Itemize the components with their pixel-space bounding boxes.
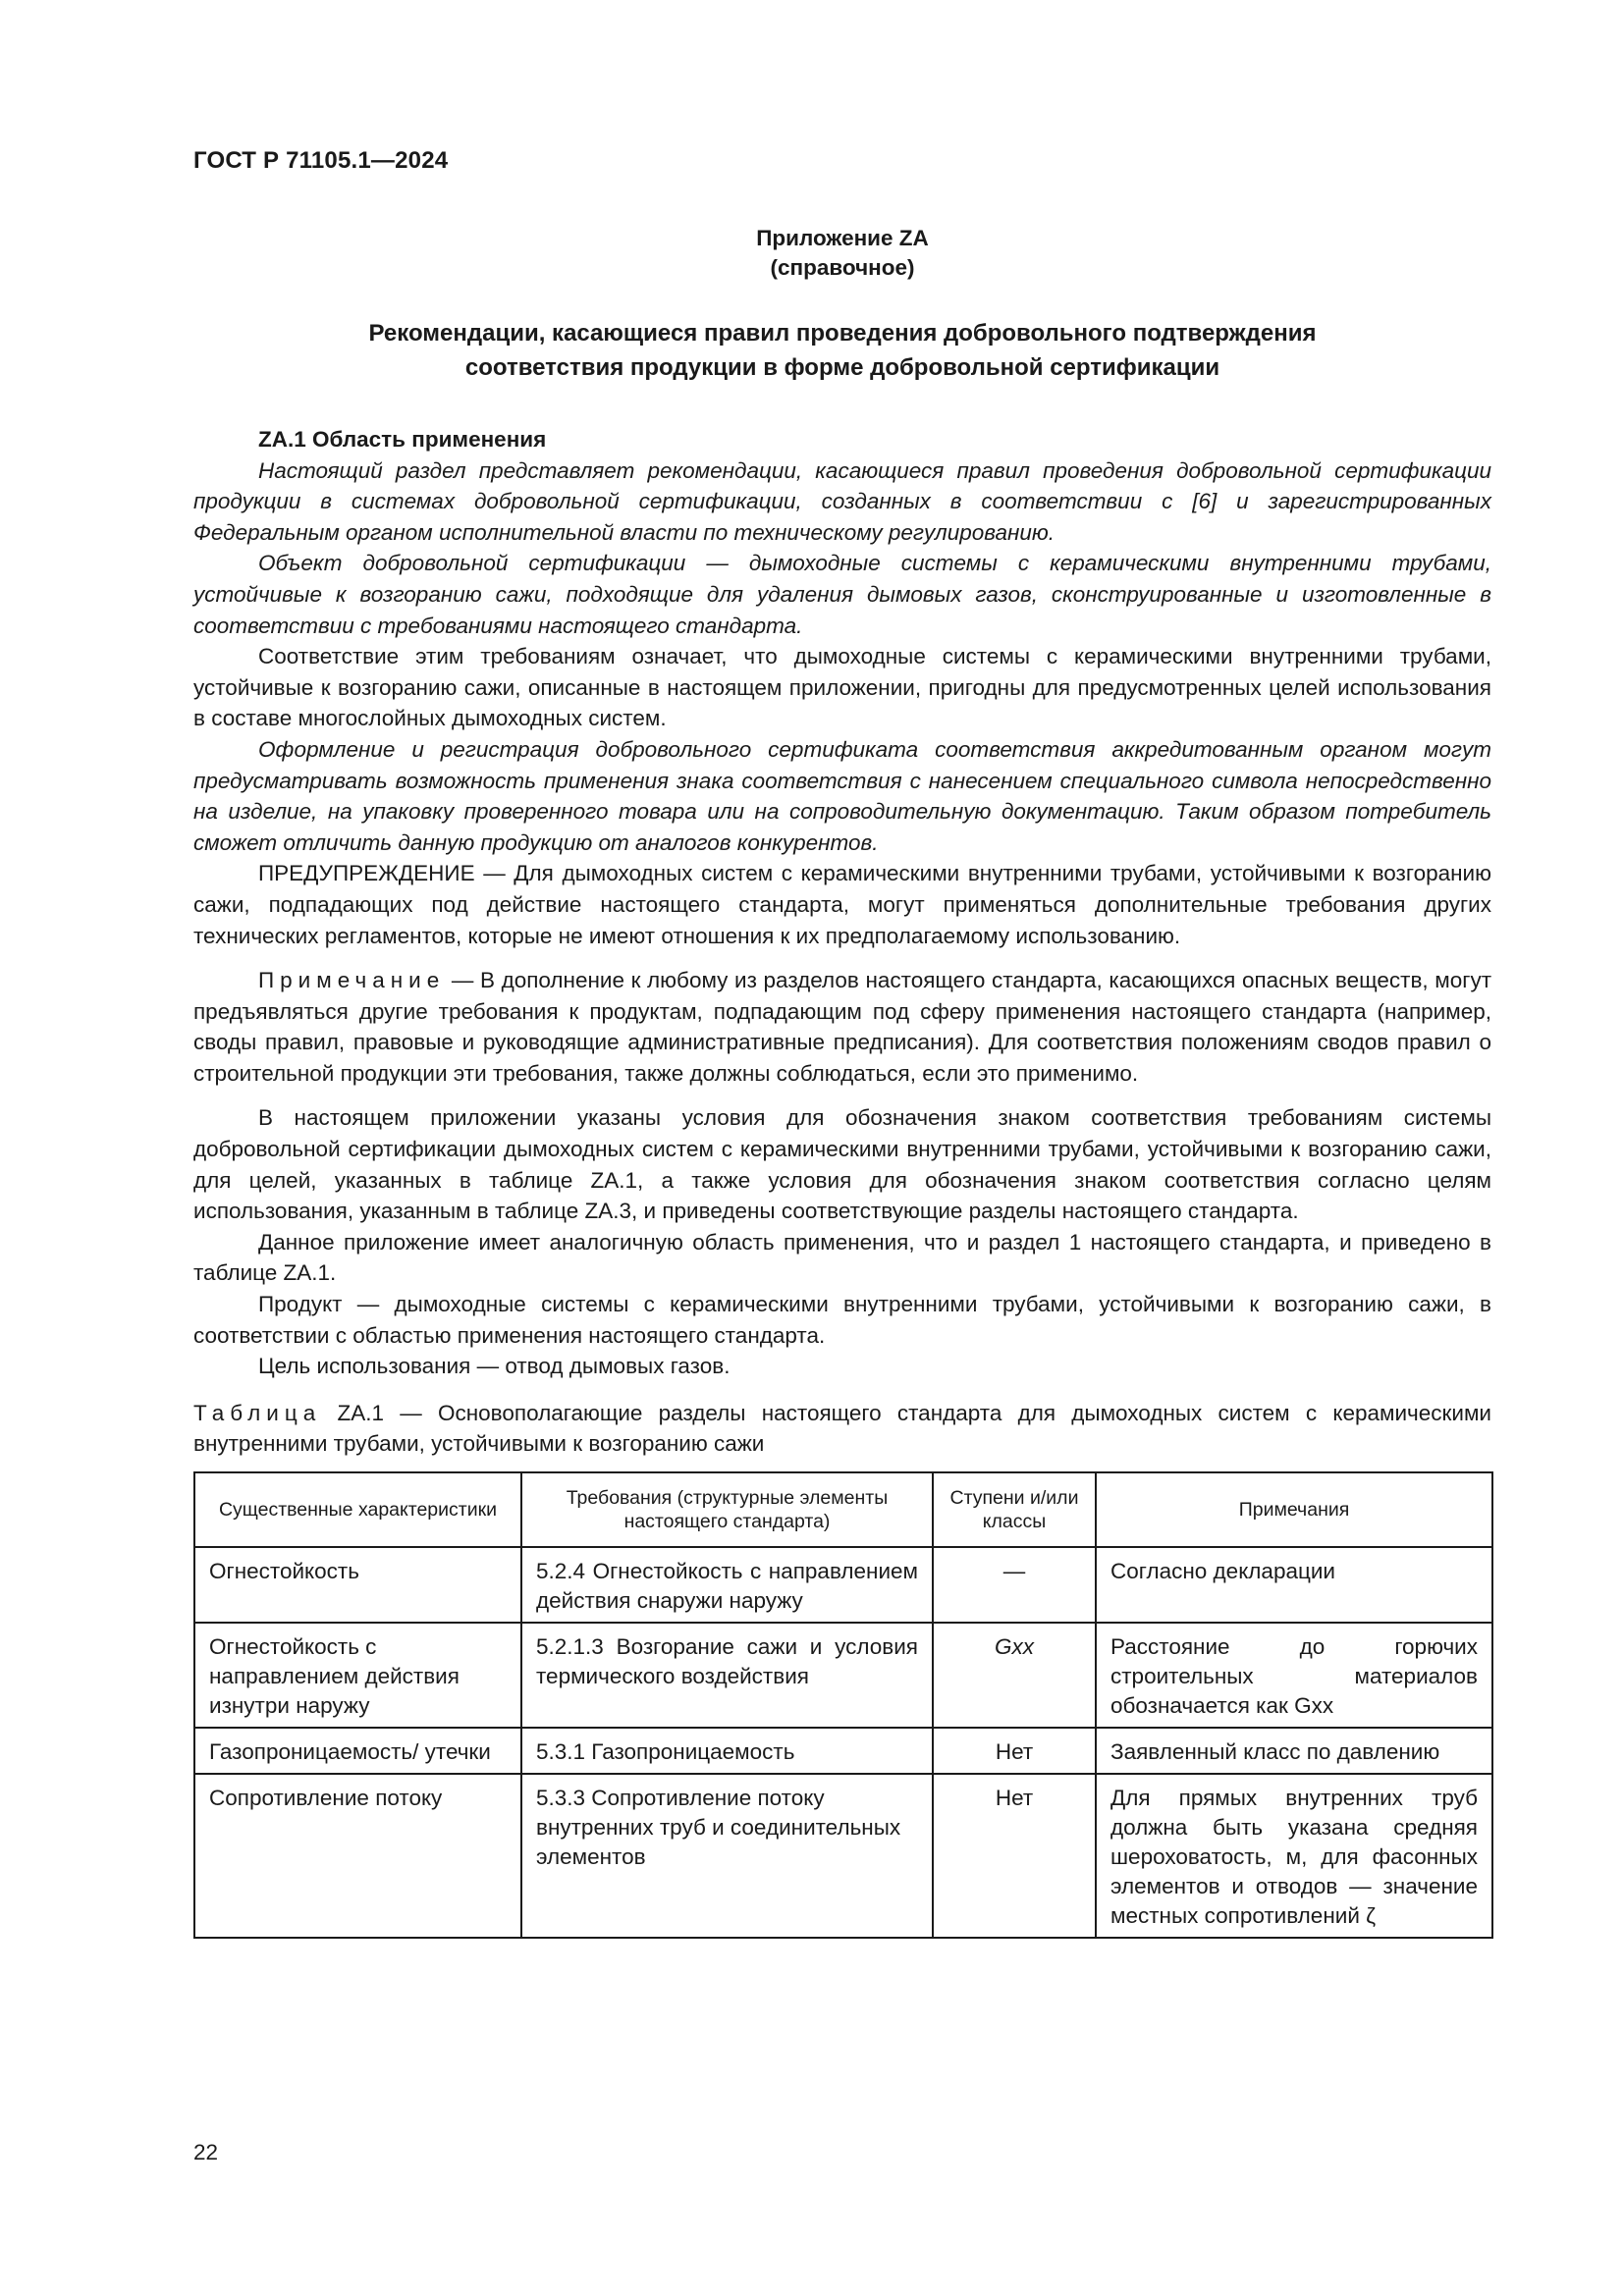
- note-text: — В дополнение к любому из разделов настоящего стандарта, касающихся опасных веществ, могут предъявляться другие требования к продуктам, подпадающим под сферу применения настоящего стандарта (например, своды правил, правовые и руководящие административные предписания). Для соответствия положениям сводов правил о строительной продукции эти требования, также должны соблюдаться, если это применимо.: [193, 968, 1491, 1086]
- table-row: [194, 1728, 1492, 1774]
- cell-characteristic: Огнестойкость: [194, 1547, 521, 1623]
- cell-characteristic: Газопроницаемость/ утечки: [194, 1728, 521, 1774]
- header-characteristics: Существенные характеристики: [194, 1472, 521, 1547]
- standard-number: ГОСТ Р 71105.1—2024: [193, 147, 449, 174]
- annex-header: [193, 224, 1491, 283]
- paragraph-conditions: В настоящем приложении указаны условия для обозначения знаком соответствия требованиям системы добровольной сертификации дымоходных систем с керамическими внутренними трубами, устойчивыми к возгоранию сажи, для целей, указанных в таблице ZA.1, а также условия для обозначения знаком соответствия согласно целям использования, указанным в таблице ZA.3, и приведены соответствующие разделы настоящего стандарта.: [193, 1105, 1491, 1224]
- cell-note: Расстояние до горючих строительных материалов обозначается как Gxx: [1096, 1623, 1492, 1728]
- table-za1: [193, 1471, 1493, 1939]
- note-label: Примечание: [258, 968, 446, 993]
- cell-requirement: 5.3.3 Сопротивление потоку внутренних труб и соединительных элементов: [521, 1774, 933, 1938]
- annex-title: Приложение ZA: [756, 226, 929, 250]
- cell-class: —: [933, 1547, 1096, 1623]
- annex-body: [193, 424, 1491, 1939]
- cell-characteristic: Сопротивление потоку: [194, 1774, 521, 1938]
- paragraph-scope-ref: Данное приложение имеет аналогичную область применения, что и раздел 1 настоящего стандарта, и приведено в таблице ZA.1.: [193, 1229, 1491, 1286]
- cell-note: Для прямых внутренних труб должна быть указана средняя шероховатость, м, для фасонных элементов и отводов — значение местных сопротивлений ζ: [1096, 1774, 1492, 1938]
- paragraph-warning: ПРЕДУПРЕЖДЕНИЕ — Для дымоходных систем с керамическими внутренними трубами, устойчивыми к возгоранию сажи, подпадающих под действие настоящего стандарта, могут применяться дополнительные требования других технических регламентов, которые не имеют отношения к их предполагаемому использованию.: [193, 861, 1491, 948]
- cell-characteristic: Огнестойкость с направлением действия изнутри наружу: [194, 1623, 521, 1728]
- annex-heading-line-1: Рекомендации, касающиеся правил проведения добровольного подтверждения: [368, 320, 1317, 347]
- paragraph-conformity: Соответствие этим требованиям означает, что дымоходные системы с керамическими внутренними трубами, устойчивые к возгоранию сажи, описанные в настоящем приложении, пригодны для предусмотренных целей использования в составе многослойных дымоходных систем.: [193, 644, 1491, 731]
- table-caption: [193, 1398, 1491, 1460]
- cell-requirement: 5.2.1.3 Возгорание сажи и условия термического воздействия: [521, 1623, 933, 1728]
- header-classes: Ступени и/или классы: [933, 1472, 1096, 1547]
- cell-note: Согласно декларации: [1096, 1547, 1492, 1623]
- cell-class: Gxx: [933, 1623, 1096, 1728]
- note: [193, 965, 1491, 1089]
- table-row: [194, 1547, 1492, 1623]
- table-caption-text: ZA.1 — Основополагающие разделы настоящего стандарта для дымоходных систем с керамическими внутренними трубами, устойчивыми к возгоранию сажи: [193, 1400, 1491, 1457]
- cell-requirement: 5.2.4 Огнестойкость с направлением действия снаружи наружу: [521, 1547, 933, 1623]
- header-notes: Примечания: [1096, 1472, 1492, 1547]
- page-number: 22: [193, 2140, 219, 2164]
- paragraph-certificate: Оформление и регистрация добровольного сертификата соответствия аккредитованным органом могут предусматривать возможность применения знака соответствия с нанесением специального символа непосредственно на изделие, на упаковку проверенного товара или на сопроводительную документацию. Таким образом потребитель сможет отличить данную продукцию от аналогов конкурентов.: [193, 736, 1491, 855]
- cell-class: Нет: [933, 1728, 1096, 1774]
- paragraph-scope: Настоящий раздел представляет рекомендации, касающиеся правил проведения добровольной сертификации продукции в системах добровольной сертификации, созданных в соответствии с [6] и зарегистрированных Федеральным органом исполнительной власти по техническому регулированию.: [193, 457, 1491, 545]
- cell-class: Нет: [933, 1774, 1096, 1938]
- header-requirements: Требования (структурные элементы настоящего стандарта): [521, 1472, 933, 1547]
- annex-heading: [193, 316, 1491, 385]
- cell-note: Заявленный класс по давлению: [1096, 1728, 1492, 1774]
- table-row: [194, 1774, 1492, 1938]
- paragraph-purpose: Цель использования — отвод дымовых газов.: [258, 1354, 731, 1379]
- table-caption-label: Таблица: [193, 1400, 322, 1425]
- cell-requirement: 5.3.1 Газопроницаемость: [521, 1728, 933, 1774]
- table-row: [194, 1623, 1492, 1728]
- paragraph-object: Объект добровольной сертификации — дымоходные системы с керамическими внутренними трубами, устойчивые к возгоранию сажи, подходящие для удаления дымовых газов, сконструированные и изготовленные в соответствии с требованиями настоящего стандарта.: [193, 551, 1491, 638]
- section-heading: ZA.1 Область применения: [258, 427, 547, 452]
- paragraph-product: Продукт — дымоходные системы с керамическими внутренними трубами, устойчивыми к возгоранию сажи, в соответствии с областью применения настоящего стандарта.: [193, 1292, 1491, 1348]
- annex-kind: (справочное): [770, 255, 915, 280]
- annex-heading-line-2: соответствия продукции в форме добровольной сертификации: [464, 354, 1220, 381]
- table-header-row: [194, 1472, 1492, 1547]
